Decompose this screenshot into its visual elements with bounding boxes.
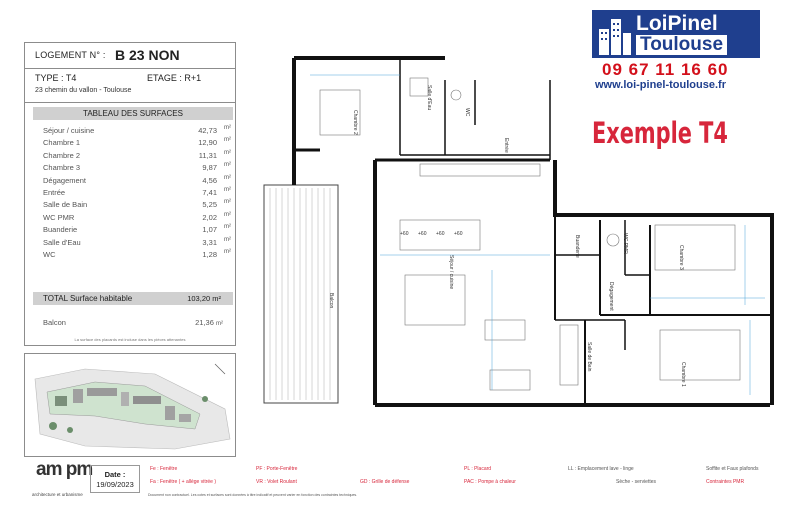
date-label: Date :	[104, 470, 126, 479]
table-row	[35, 250, 231, 262]
unit: m²	[224, 125, 231, 131]
counter-label: +60	[418, 231, 427, 237]
example-title: Exemple T4	[592, 116, 728, 150]
legend-item: GD : Grille de défense	[360, 479, 410, 485]
surface-note: La surface des placards est incluse dans les pièces attenantes	[74, 337, 186, 342]
date-box	[90, 465, 140, 493]
room-label-salle-eau: Salle d'Eau	[426, 85, 432, 111]
etage-label: ETAGE : R+1	[147, 73, 202, 83]
date-value: 19/09/2023	[96, 480, 134, 489]
unit: m²	[224, 199, 231, 206]
counter-label: +60	[436, 231, 445, 237]
type-label: TYPE : T4	[35, 73, 77, 83]
room-name: Buanderie	[43, 225, 78, 235]
logement-label: LOGEMENT N° :	[35, 50, 106, 60]
room-area: 4,56	[202, 175, 217, 185]
unit: m²	[224, 174, 231, 181]
room-name: Entrée	[43, 187, 66, 197]
table-row	[35, 225, 231, 237]
unit: m²	[224, 162, 231, 169]
room-name: Chambre 3	[43, 163, 81, 173]
room-label-chambre2: Chambre 2	[352, 110, 358, 135]
unit: m²	[224, 137, 231, 144]
legend-item: LL : Emplacement lave - linge	[568, 466, 634, 472]
room-name: Dégagement	[43, 175, 86, 185]
footer	[24, 459, 776, 500]
room-name: Chambre 1	[43, 138, 81, 148]
address: 23 chemin du vallon - Toulouse	[35, 87, 132, 94]
room-name: Séjour / cuisine	[43, 126, 95, 135]
room-label-buanderie: Buanderie	[574, 235, 580, 258]
table-row	[35, 200, 231, 212]
logo-text: LoiPinel	[636, 12, 718, 35]
room-area: 12,90	[198, 138, 217, 148]
room-area: 9,87	[202, 163, 217, 173]
room-area: 11,31	[198, 150, 217, 160]
unit: m²	[224, 224, 231, 231]
table-row	[35, 163, 231, 175]
unit: m²	[224, 186, 231, 193]
legend-item: Fe : Fenêtre	[150, 466, 178, 472]
floor-plan	[260, 50, 780, 415]
room-area: 2,02	[202, 212, 217, 222]
table-row	[35, 188, 231, 200]
legend-item: Contraintes PMR	[706, 479, 745, 485]
room-area: 3,31	[202, 237, 217, 247]
room-label-sejour: Séjour / cuisine	[448, 255, 454, 290]
legend-item: Sèche - serviettes	[616, 479, 657, 485]
surface-rows	[35, 126, 231, 262]
room-label-wc: WC	[464, 108, 470, 117]
table-row	[35, 138, 231, 150]
table-title: TABLEAU DES SURFACES	[33, 107, 233, 120]
room-label-degagement: Dégagement	[608, 282, 614, 311]
table-row	[35, 213, 231, 225]
architect-logo: am pm	[36, 459, 93, 480]
total-surface-row	[33, 292, 233, 305]
table-row	[35, 238, 231, 250]
room-area: 1,28	[202, 249, 217, 259]
room-label-chambre1: Chambre 1	[680, 362, 686, 387]
legend-item: Fa : Fenêtre ( + allège vitrée )	[150, 479, 217, 485]
unit: m²	[224, 248, 231, 255]
room-area: 1,07	[202, 225, 217, 235]
room-label-balcon: Balcon	[328, 293, 334, 309]
room-label-chambre3: Chambre 3	[678, 245, 684, 270]
room-name: Chambre 2	[43, 150, 81, 160]
legend-item: PL : Placard	[464, 466, 492, 472]
legend-item: PAC : Pompe à chaleur	[464, 479, 516, 485]
architect-subtitle: architecture et urbanisme	[32, 492, 83, 497]
site-map-drawing	[25, 354, 235, 456]
room-name: Salle de Bain	[43, 200, 88, 210]
room-label-entree: Entrée	[503, 138, 509, 153]
logement-header	[25, 43, 235, 69]
room-area: 7,41	[202, 187, 217, 197]
website-link[interactable]: www.loi-pinel-toulouse.fr	[595, 79, 726, 91]
room-label-salle-bain: Salle de Bain	[586, 342, 592, 372]
table-row	[35, 176, 231, 188]
site-map	[24, 353, 236, 457]
legend-item: VR : Volet Roulant	[256, 479, 297, 485]
counter-label: +60	[454, 231, 463, 237]
legend	[146, 464, 776, 492]
balcon-label: Balcon	[43, 318, 66, 327]
unit: m²	[224, 236, 231, 243]
table-row	[35, 151, 231, 163]
room-area: 5,25	[202, 200, 217, 210]
room-area: 42,73	[198, 126, 217, 135]
counter-label: +60	[400, 231, 409, 237]
total-label: TOTAL Surface habitable	[43, 294, 133, 303]
table-row	[35, 126, 231, 138]
disclaimer: Document non contractuel. Les cotes et surfaces sont données à titre indicatif et peuvent varier en fonction des contraintes techniques.	[148, 493, 358, 497]
total-value: 103,20 m²	[187, 294, 221, 303]
logo-subtext: Toulouse	[636, 35, 727, 55]
logement-info	[25, 69, 235, 103]
room-name: WC	[43, 249, 56, 259]
room-label-wc-pmr: WC PMR	[622, 233, 628, 254]
legend-item: Soffite et Faux plafonds	[706, 466, 759, 472]
phone-number[interactable]: 09 67 11 16 60	[602, 60, 729, 79]
room-name: WC PMR	[43, 212, 75, 222]
logement-number: B 23 NON	[115, 47, 180, 63]
room-name: Salle d'Eau	[43, 237, 81, 247]
legend-item: PF : Porte-Fenêtre	[256, 466, 298, 472]
surface-panel	[24, 42, 236, 346]
unit: m²	[224, 211, 231, 218]
balcon-value: 21,36 m²	[195, 318, 223, 327]
unit: m²	[224, 149, 231, 156]
